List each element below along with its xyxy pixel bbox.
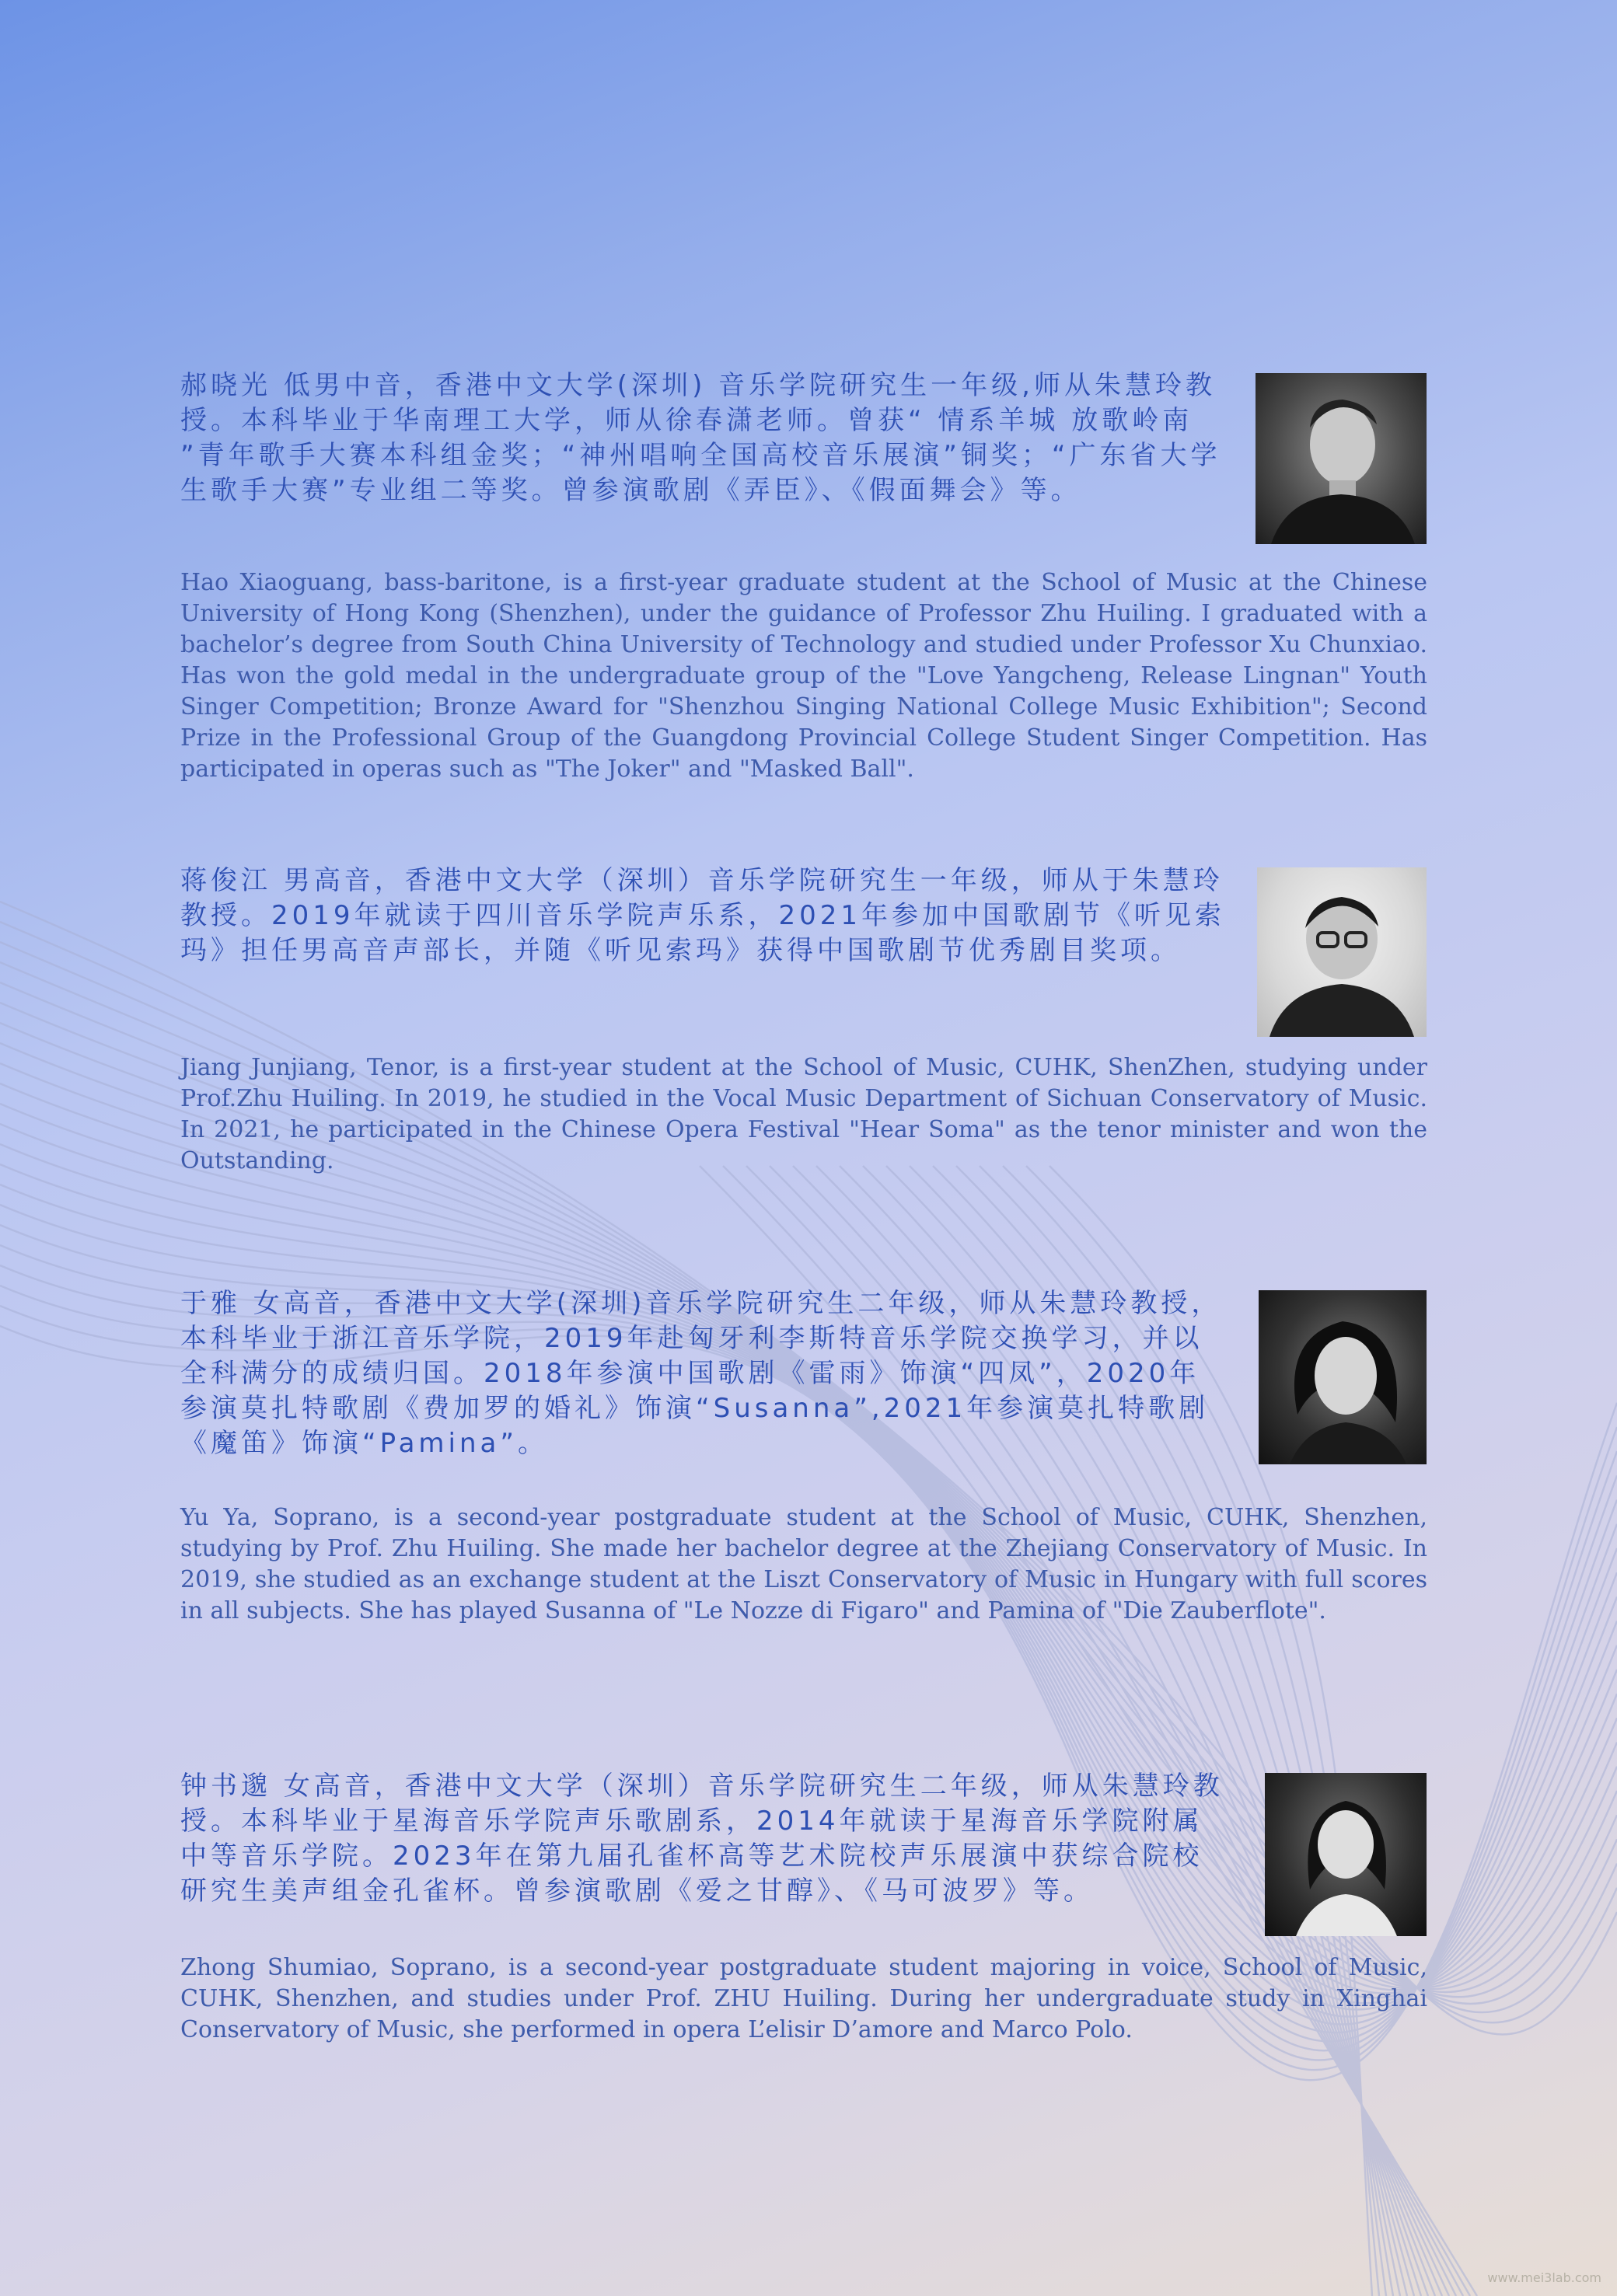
bio-english-text: Yu Ya, Soprano, is a second-year postgraduate student at the School of Music, CUHK, Shenzhen, studying by Prof. Zhu Huiling. She made her bachelor degree at the Zhejiang Conservatory of Music. In 2019, she studied as an exchange student at the Liszt Conservatory of Music in Hungary with full scores in all subjects. She has played Susanna of "Le Nozze di Figaro" and Pamina of "Die Zauberflote". (180, 1504, 1427, 1624)
bio-chinese-text: 钟书邈 女高音，香港中文大学（深圳）音乐学院研究生二年级，师从朱慧玲教授。本科毕业于星海音乐学院声乐歌剧系，2014年就读于星海音乐学院附属中等音乐学院。2023年在第九届孔雀杯高等艺术院校声乐展演中获综合院校研究生美声组金孔雀杯。曾参演歌剧《爱之甘醇》、《马可波罗》等。 (180, 1771, 1224, 1907)
bio-english-text: Zhong Shumiao, Soprano, is a second-year postgraduate student majoring in voice, School of Music, CUHK, Shenzhen, and studies under Prof. ZHU Huiling. During her undergraduate study in Xinghai Conservatory of Music, she performed in opera L’elisir D’amore and Marco Polo. (180, 1954, 1427, 2043)
portrait-silhouette (1256, 373, 1427, 544)
site-watermark: www.mei3lab.com (1487, 2270, 1601, 2285)
portrait-photo (1259, 1290, 1427, 1464)
portrait-silhouette (1265, 1773, 1427, 1936)
portrait-silhouette (1259, 1290, 1427, 1464)
portrait-photo (1257, 867, 1427, 1037)
portrait-silhouette (1257, 867, 1427, 1037)
portrait-photo (1256, 373, 1427, 544)
bio-english-text: Jiang Junjiang, Tenor, is a first-year student at the School of Music, CUHK, ShenZhen, studying under Prof.Zhu Huiling. In 2019, he studied in the Vocal Music Department of Sichuan Conservatory of Music. In 2021, he participated in the Chinese Opera Festival "Hear Soma" as the tenor minister and won the Outstanding. (180, 1054, 1427, 1174)
bio-chinese-text: 蒋俊江 男高音，香港中文大学（深圳）音乐学院研究生一年级，师从于朱慧玲教授。2019年就读于四川音乐学院声乐系，2021年参加中国歌剧节《听见索玛》担任男高音声部长，并随《听见索玛》获得中国歌剧节优秀剧目奖项。 (180, 865, 1226, 966)
bio-english-text: Hao Xiaoguang, bass-baritone, is a first-year graduate student at the School of Music at the Chinese University of Hong Kong (Shenzhen), under the guidance of Professor Zhu Huiling. I graduated with a bachelor’s degree from South China University of Technology and studied under Professor Xu Chunxiao. Has won the gold medal in the undergraduate group of the "Love Yangcheng, Release Lingnan" Youth Singer Competition; Bronze Award for "Shenzhou Singing National College Music Exhibition"; Second Prize in the Professional Group of the Guangdong Provincial College Student Singer Competition. Has participated in operas such as "The Joker" and "Masked Ball". (180, 569, 1427, 783)
bio-chinese-text: 于雅 女高音，香港中文大学(深圳)音乐学院研究生二年级，师从朱慧玲教授，本科毕业于浙江音乐学院，2019年赴匈牙利李斯特音乐学院交换学习，并以全科满分的成绩归国。2018年参演中国歌剧《雷雨》饰演“四凤”，2020年参演莫扎特歌剧《费加罗的婚礼》饰演“Susanna”,2021年参演莫扎特歌剧《魔笛》饰演“Pamina”。 (180, 1288, 1222, 1459)
bio-chinese-text: 郝晓光 低男中音，香港中文大学(深圳) 音乐学院研究生一年级,师从朱慧玲教授。本科毕业于华南理工大学，师从徐春潇老师。曾获“ 情系羊城 放歌岭南 ”青年歌手大赛本科组金奖；“神州唱响全国高校音乐展演”铜奖；“广东省大学生歌手大赛”专业组二等奖。曾参演歌剧《弄臣》、《假面舞会》等。 (180, 370, 1221, 506)
portrait-photo (1265, 1773, 1427, 1936)
